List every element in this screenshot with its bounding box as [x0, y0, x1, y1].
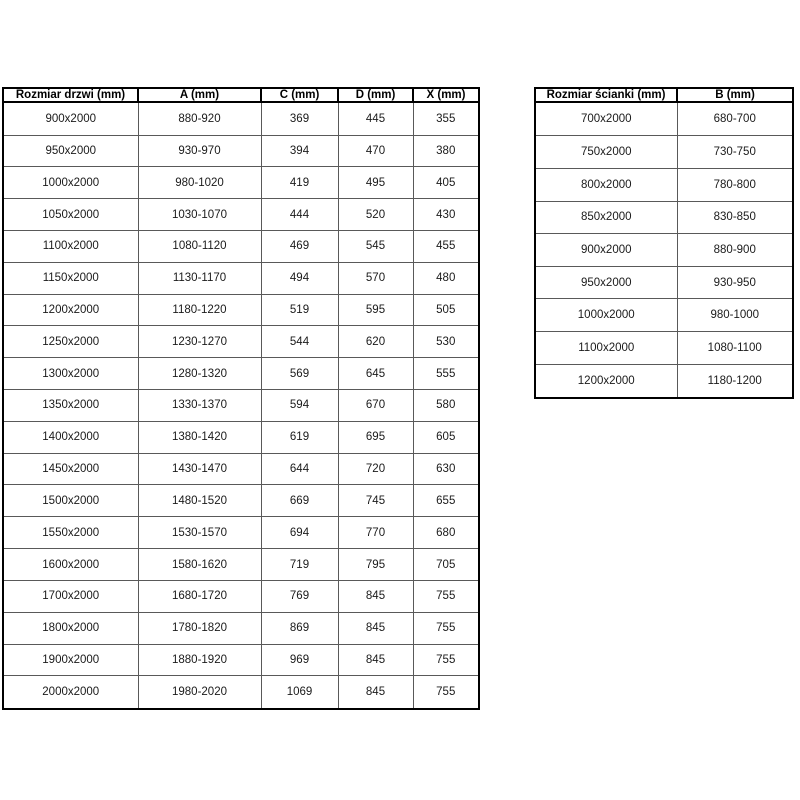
table-cell: 869 [261, 612, 338, 644]
table-cell: 1200x2000 [3, 294, 138, 326]
door-sizes-table [2, 87, 480, 710]
table-cell: 1550x2000 [3, 517, 138, 549]
table-row [3, 549, 479, 581]
table-cell: 1780-1820 [138, 612, 261, 644]
table-cell: 795 [338, 549, 413, 581]
table-row [3, 644, 479, 676]
table-row [3, 517, 479, 549]
table-row [535, 266, 793, 299]
table-cell: 394 [261, 135, 338, 167]
table-cell: 1030-1070 [138, 199, 261, 231]
table-cell: 1580-1620 [138, 549, 261, 581]
table-cell: 980-1020 [138, 167, 261, 199]
table-cell: 1180-1200 [677, 364, 793, 398]
table-cell: 845 [338, 676, 413, 709]
table-row [535, 234, 793, 267]
table-cell: 1500x2000 [3, 485, 138, 517]
column-header: Rozmiar ścianki (mm) [535, 88, 677, 102]
table-cell: 1330-1370 [138, 390, 261, 422]
table-cell: 880-920 [138, 102, 261, 135]
table-row [3, 102, 479, 135]
table-cell: 720 [338, 453, 413, 485]
table-row [535, 332, 793, 365]
table-cell: 505 [413, 294, 479, 326]
table-cell: 1200x2000 [535, 364, 677, 398]
table-cell: 780-800 [677, 168, 793, 201]
table-cell: 1380-1420 [138, 421, 261, 453]
table-cell: 469 [261, 230, 338, 262]
column-header: D (mm) [338, 88, 413, 102]
table-cell: 930-950 [677, 266, 793, 299]
table-row [3, 421, 479, 453]
table-cell: 930-970 [138, 135, 261, 167]
table-cell: 545 [338, 230, 413, 262]
table-cell: 405 [413, 167, 479, 199]
table-row [3, 167, 479, 199]
table-cell: 620 [338, 326, 413, 358]
table-cell: 570 [338, 262, 413, 294]
table-row [3, 390, 479, 422]
table-cell: 830-850 [677, 201, 793, 234]
column-header: Rozmiar drzwi (mm) [3, 88, 138, 102]
table-cell: 1050x2000 [3, 199, 138, 231]
door-sizes-table-header [3, 88, 479, 102]
table-cell: 1800x2000 [3, 612, 138, 644]
table-cell: 530 [413, 326, 479, 358]
table-cell: 1680-1720 [138, 580, 261, 612]
table-row [3, 676, 479, 709]
table-cell: 755 [413, 612, 479, 644]
header-row [535, 88, 793, 102]
column-header: A (mm) [138, 88, 261, 102]
table-row [3, 199, 479, 231]
table-cell: 1600x2000 [3, 549, 138, 581]
table-cell: 845 [338, 580, 413, 612]
table-cell: 750x2000 [535, 136, 677, 169]
table-cell: 950x2000 [3, 135, 138, 167]
table-cell: 845 [338, 644, 413, 676]
wall-sizes-table-body [535, 102, 793, 398]
table-cell: 594 [261, 390, 338, 422]
table-cell: 494 [261, 262, 338, 294]
table-cell: 1430-1470 [138, 453, 261, 485]
table-row [535, 201, 793, 234]
table-cell: 700x2000 [535, 102, 677, 136]
table-cell: 1000x2000 [3, 167, 138, 199]
wall-sizes-table [534, 87, 794, 399]
table-cell: 950x2000 [535, 266, 677, 299]
column-header: X (mm) [413, 88, 479, 102]
table-row [535, 168, 793, 201]
table-cell: 769 [261, 580, 338, 612]
table-cell: 1350x2000 [3, 390, 138, 422]
table-cell: 1300x2000 [3, 358, 138, 390]
table-row [3, 230, 479, 262]
table-cell: 694 [261, 517, 338, 549]
door-sizes-table-body [3, 102, 479, 709]
table-cell: 1150x2000 [3, 262, 138, 294]
table-cell: 419 [261, 167, 338, 199]
table-row [3, 485, 479, 517]
table-cell: 595 [338, 294, 413, 326]
table-cell: 980-1000 [677, 299, 793, 332]
table-cell: 1530-1570 [138, 517, 261, 549]
table-cell: 850x2000 [535, 201, 677, 234]
table-cell: 645 [338, 358, 413, 390]
table-cell: 969 [261, 644, 338, 676]
table-row [535, 102, 793, 136]
table-cell: 745 [338, 485, 413, 517]
table-cell: 569 [261, 358, 338, 390]
table-row [3, 453, 479, 485]
table-cell: 1230-1270 [138, 326, 261, 358]
table-cell: 1980-2020 [138, 676, 261, 709]
table-cell: 1450x2000 [3, 453, 138, 485]
table-row [3, 326, 479, 358]
table-cell: 369 [261, 102, 338, 135]
table-cell: 470 [338, 135, 413, 167]
table-cell: 755 [413, 644, 479, 676]
table-row [3, 294, 479, 326]
table-cell: 705 [413, 549, 479, 581]
table-cell: 1130-1170 [138, 262, 261, 294]
table-cell: 755 [413, 676, 479, 709]
table-cell: 669 [261, 485, 338, 517]
table-cell: 2000x2000 [3, 676, 138, 709]
table-row [3, 262, 479, 294]
table-row [3, 135, 479, 167]
table-cell: 355 [413, 102, 479, 135]
header-row [3, 88, 479, 102]
table-cell: 430 [413, 199, 479, 231]
table-cell: 680 [413, 517, 479, 549]
table-cell: 670 [338, 390, 413, 422]
table-cell: 1480-1520 [138, 485, 261, 517]
table-cell: 845 [338, 612, 413, 644]
table-cell: 880-900 [677, 234, 793, 267]
table-cell: 695 [338, 421, 413, 453]
table-cell: 455 [413, 230, 479, 262]
table-cell: 730-750 [677, 136, 793, 169]
table-cell: 520 [338, 199, 413, 231]
table-row [535, 136, 793, 169]
table-cell: 1280-1320 [138, 358, 261, 390]
table-cell: 1880-1920 [138, 644, 261, 676]
column-header: B (mm) [677, 88, 793, 102]
table-cell: 495 [338, 167, 413, 199]
table-cell: 1180-1220 [138, 294, 261, 326]
table-cell: 755 [413, 580, 479, 612]
table-cell: 1700x2000 [3, 580, 138, 612]
table-cell: 770 [338, 517, 413, 549]
table-cell: 800x2000 [535, 168, 677, 201]
table-row [3, 612, 479, 644]
table-cell: 900x2000 [535, 234, 677, 267]
table-cell: 444 [261, 199, 338, 231]
table-cell: 380 [413, 135, 479, 167]
table-cell: 445 [338, 102, 413, 135]
table-cell: 619 [261, 421, 338, 453]
table-cell: 680-700 [677, 102, 793, 136]
table-cell: 900x2000 [3, 102, 138, 135]
table-cell: 1900x2000 [3, 644, 138, 676]
table-cell: 544 [261, 326, 338, 358]
table-cell: 1000x2000 [535, 299, 677, 332]
table-cell: 519 [261, 294, 338, 326]
table-cell: 655 [413, 485, 479, 517]
table-cell: 555 [413, 358, 479, 390]
wall-sizes-table-header [535, 88, 793, 102]
table-row [535, 299, 793, 332]
column-header: C (mm) [261, 88, 338, 102]
table-row [535, 364, 793, 398]
table-cell: 480 [413, 262, 479, 294]
table-cell: 1069 [261, 676, 338, 709]
table-cell: 580 [413, 390, 479, 422]
table-cell: 1080-1120 [138, 230, 261, 262]
table-cell: 644 [261, 453, 338, 485]
table-cell: 1100x2000 [535, 332, 677, 365]
table-row [3, 580, 479, 612]
table-cell: 719 [261, 549, 338, 581]
table-row [3, 358, 479, 390]
table-cell: 1080-1100 [677, 332, 793, 365]
table-cell: 1400x2000 [3, 421, 138, 453]
table-cell: 630 [413, 453, 479, 485]
table-cell: 1250x2000 [3, 326, 138, 358]
table-cell: 1100x2000 [3, 230, 138, 262]
table-cell: 605 [413, 421, 479, 453]
